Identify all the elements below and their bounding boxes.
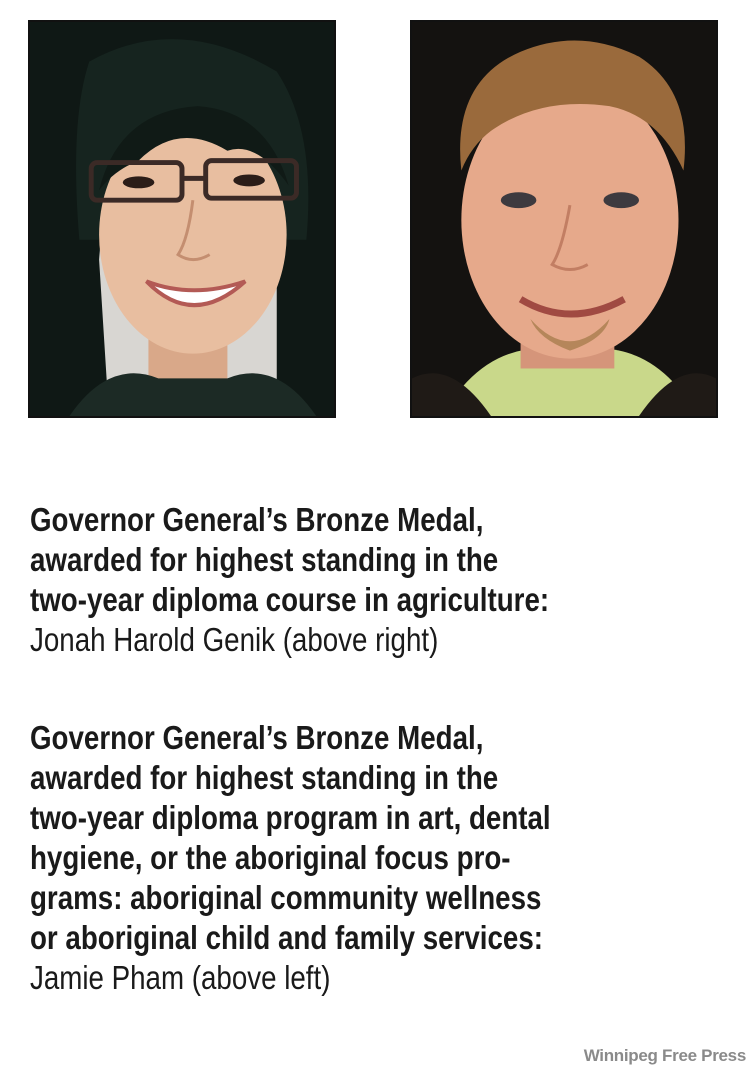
caption-line: Governor General’s Bronze Medal, xyxy=(30,501,484,538)
caption-pham xyxy=(30,718,622,998)
portrait-man-smiling xyxy=(412,22,716,416)
caption-genik xyxy=(30,500,622,660)
caption-line: Governor General’s Bronze Medal, xyxy=(30,719,484,756)
recipient-name: Jonah Harold Genik (above right) xyxy=(30,621,439,658)
portrait-woman-glasses xyxy=(30,22,334,416)
caption-line: two-year diploma course in agriculture: xyxy=(30,581,550,618)
photo-jonah-harold-genik xyxy=(410,20,718,418)
caption-line: grams: aboriginal community wellness xyxy=(30,879,542,916)
caption-line: two-year diploma program in art, dental xyxy=(30,799,551,836)
caption-line: hygiene, or the aboriginal focus pro- xyxy=(30,839,511,876)
caption-line: or aboriginal child and family services: xyxy=(30,919,543,956)
caption-line: awarded for highest standing in the xyxy=(30,759,499,796)
caption-line: awarded for highest standing in the xyxy=(30,541,499,578)
photo-jamie-pham xyxy=(28,20,336,418)
recipient-name: Jamie Pham (above left) xyxy=(30,959,331,996)
publication-credit: Winnipeg Free Press xyxy=(583,1046,746,1065)
